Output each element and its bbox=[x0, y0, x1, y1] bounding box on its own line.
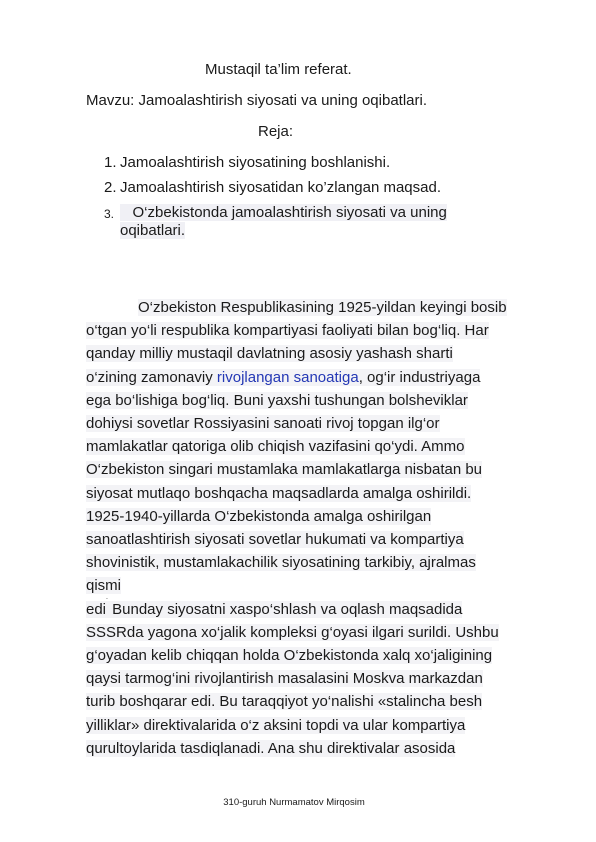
paragraph-line: O‘zbekiston Respublikasining 1925-yildan keyingi bosib bbox=[138, 299, 507, 316]
paragraph-line: 1925-1940-yillarda O‘zbekistonda amalga oshirilgan bbox=[86, 507, 432, 525]
page-footer bbox=[0, 797, 596, 809]
plan-item bbox=[104, 154, 524, 172]
paragraph-line: qanday milliy mustaqil davlatning asosiy yashash sharti bbox=[86, 345, 453, 363]
sanoat-link[interactable]: rivojlangan sanoatiga bbox=[216, 368, 359, 386]
paragraph-line: qaysi tarmog‘ini rivojlantirish masalasini Moskva markazdan bbox=[86, 670, 483, 688]
paragraph-line: SSSRda yagona xo‘jalik kompleksi g‘oyasi ilgari surildi. Ushbu bbox=[86, 623, 499, 641]
paragraph-line: qismi bbox=[86, 577, 122, 595]
plan-list bbox=[104, 154, 524, 247]
paragraph-line: o‘tgan yo‘li respublika kompartiyasi faoliyati bilan bog‘liq. Har bbox=[86, 322, 489, 340]
plan-item-text-line1: O‘zbekistonda jamoalashtirish siyosati va uning bbox=[132, 204, 447, 221]
plan-item-text bbox=[104, 204, 524, 240]
paragraph-line: qurultoylarida tasdiqlanadi. Ana shu direktivalar asosida bbox=[86, 739, 456, 757]
paragraph-line: g‘oyadan kelib chiqqan holda O‘zbekistonda xalq xo‘jaligining bbox=[86, 647, 493, 665]
paragraph-line: mamlakatlar qatoriga olib chiqish vazifasini qo‘ydi. Ammo bbox=[86, 438, 465, 456]
plan-item-text: Jamoalashtirish siyosatining boshlanishi. bbox=[120, 154, 391, 171]
footer-author: 310-guruh Nurmamatov Mirqosim bbox=[223, 797, 365, 808]
paragraph-line: dohiysi sovetlar Rossiyasini sanoati rivoj topgan ilg‘or bbox=[86, 415, 440, 433]
paragraph-line: turib boshqarar edi. Bu taraqqiyot yo‘nalishi «stalincha besh bbox=[86, 693, 483, 711]
paragraph-line: edi. Bunday siyosatni xaspo‘shlash va oqlash maqsadida bbox=[86, 593, 463, 618]
plan-item-text: Jamoalashtirish siyosatidan ko’zlangan maqsad. bbox=[120, 179, 442, 196]
plan-item bbox=[104, 179, 524, 197]
document-subject: Mavzu: Jamoalashtirish siyosati va uning oqibatlari. bbox=[86, 92, 427, 109]
paragraph-line: o‘zining zamonaviy rivojlangan sanoatiga, og‘ir industriyaga bbox=[86, 368, 481, 386]
paragraph-line: sanoatlashtirish siyosati sovetlar hukumati va kompartiya bbox=[86, 531, 464, 549]
plan-item-number: 1. bbox=[104, 154, 117, 171]
paragraph-line: O‘zbekiston singari mustamlaka mamlakatlarga nisbatan bu bbox=[86, 461, 483, 479]
plan-heading: Reja: bbox=[258, 123, 294, 140]
plan-item-number: 3. bbox=[104, 207, 115, 221]
plan-item bbox=[104, 204, 524, 240]
plan-item-number: 2. bbox=[104, 179, 117, 196]
paragraph-line: yilliklar» direktivalarida o‘z aksini topdi va ular kompartiya bbox=[86, 716, 466, 734]
paragraph-line: ega bo‘lishiga bog‘liq. Buni yaxshi tushungan bolsheviklar bbox=[86, 391, 468, 409]
paragraph-line: siyosat mutlaqo boshqacha maqsadlarda amalga oshirildi. bbox=[86, 484, 472, 502]
paragraph-line: shovinistik, mustamlakachilik siyosatining tarkibiy, ajralmas bbox=[86, 554, 476, 572]
document-title: Mustaqil ta’lim referat. bbox=[205, 61, 352, 78]
plan-item-text-line2: oqibatlari. bbox=[120, 222, 186, 239]
main-paragraph bbox=[86, 296, 562, 760]
